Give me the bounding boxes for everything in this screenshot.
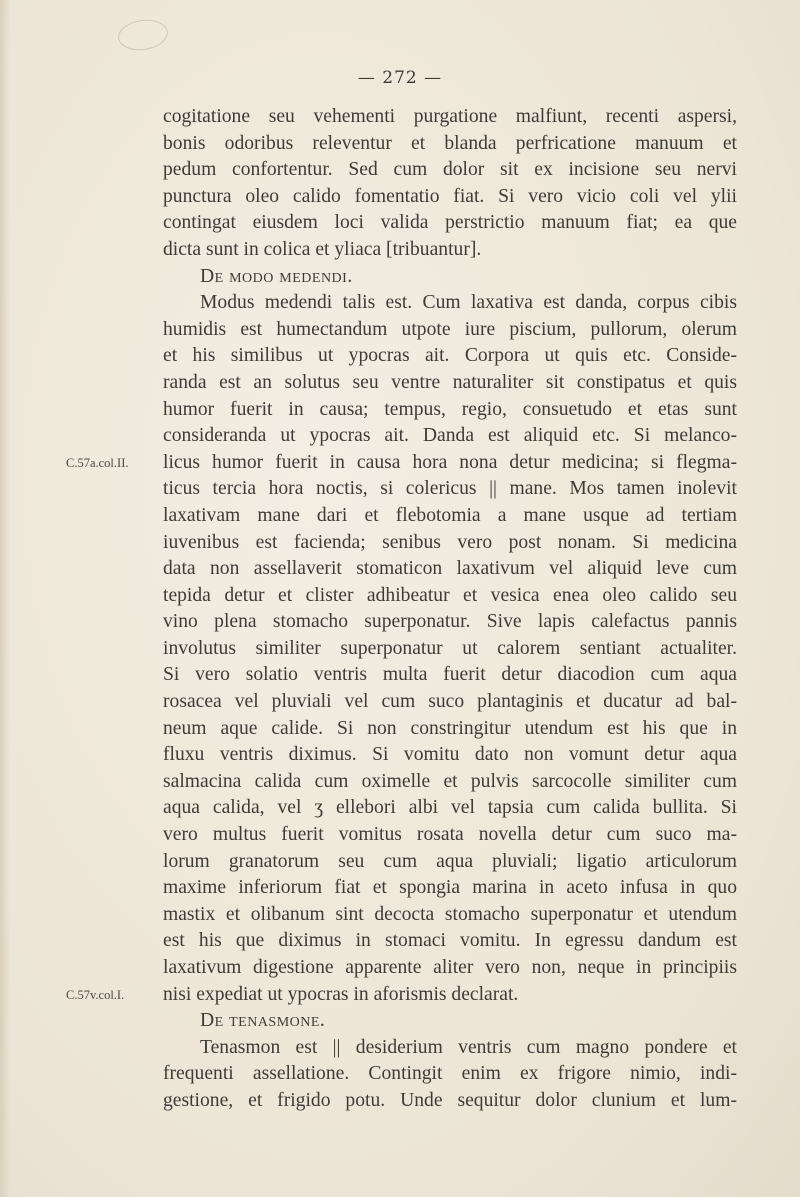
text-line: humor fuerit in causa; tempus, regio, consuetudo et etas sunt — [163, 398, 737, 420]
text-line: frequenti assellatione. Contingit enim ex frigore nimio, indi- — [163, 1063, 737, 1085]
section-heading: De modo medendi. — [200, 265, 353, 287]
text-line: fluxu ventris diximus. Si vomitu dato non vomunt detur aqua — [163, 744, 737, 766]
text-line: aqua calida, vel ʒ ellebori albi vel tapsia cum calida bullita. Si — [163, 797, 737, 819]
text-line: Si vero solatio ventris multa fuerit detur diacodion cum aqua — [163, 664, 737, 686]
text-line: est his que diximus in stomaci vomitu. In egressu dandum est — [163, 930, 737, 952]
paper-stain — [116, 17, 170, 54]
page-number: — 272 — — [357, 68, 443, 88]
text-line: vero multus fuerit vomitus rosata novella detur cum suco ma- — [163, 824, 737, 846]
text-line: iuvenibus est facienda; senibus vero post nonam. Si medicina — [163, 531, 737, 553]
text-line: salmacina calida cum oximelle et pulvis sarcocolle similiter cum — [163, 770, 737, 792]
text-line: neum aque calide. Si non constringitur utendum est his que in — [163, 717, 737, 739]
text-line: punctura oleo calido fomentatio fiat. Si vero vicio coli vel ylii — [163, 185, 737, 207]
text-line: dicta sunt in colica et yliaca [tribuantur]. — [163, 238, 482, 260]
text-line: Modus medendi talis est. Cum laxativa est danda, corpus cibis — [200, 292, 737, 314]
text-line: contingat eiusdem loci valida perstrictio manuum fiat; ea que — [163, 212, 737, 234]
text-line: consideranda ut ypocras ait. Danda est aliquid etc. Si melanco- — [163, 425, 737, 447]
text-line: data non assellaverit stomaticon laxativum vel aliquid leve cum — [163, 558, 737, 580]
text-line: vino plena stomacho superponatur. Sive lapis calefactus pannis — [163, 611, 737, 633]
text-line: pedum confortentur. Sed cum dolor sit ex incisione seu nervi — [163, 159, 737, 181]
text-line: humidis est humectandum utpote iure piscium, pullorum, olerum — [163, 318, 737, 340]
text-line: licus humor fuerit in causa hora nona detur medicina; si flegma- — [163, 451, 737, 473]
text-line: mastix et olibanum sint decocta stomacho superponatur et utendum — [163, 903, 737, 925]
text-line: laxativam mane dari et flebotomia a mane usque ad tertiam — [163, 504, 737, 526]
text-line: Tenasmon est || desiderium ventris cum magno pondere et — [200, 1036, 737, 1058]
text-line: cogitatione seu vehementi purgatione malfiunt, recenti aspersi, — [163, 106, 737, 127]
text-line: maxime inferiorum fiat et spongia marina in aceto infusa in quo — [163, 877, 737, 899]
margin-note: C.57v.col.I. — [66, 987, 125, 1002]
text-line: randa est an solutus seu ventre naturaliter sit constipatus et quis — [163, 371, 737, 393]
body-text — [163, 104, 737, 1115]
text-line: bonis odoribus releventur et blanda perfricatione manuum et — [163, 132, 737, 154]
text-line: lorum granatorum seu cum aqua pluviali; ligatio articulorum — [163, 850, 737, 872]
text-line: rosacea vel pluviali vel cum suco plantaginis et ducatur ad bal- — [163, 691, 737, 713]
section-heading: De tenasmone. — [200, 1010, 326, 1032]
text-line: involutus similiter superponatur ut calorem sentiant actualiter. — [163, 637, 737, 659]
text-line: gestione, et frigido potu. Unde sequitur dolor clunium et lum- — [163, 1089, 737, 1111]
page-gutter-shadow — [0, 0, 10, 1197]
text-line: tepida detur et clister adhibeatur et vesica enea oleo calido seu — [163, 584, 737, 606]
text-line: nisi expediat ut ypocras in aforismis declarat. — [163, 983, 519, 1005]
text-line: ticus tercia hora noctis, si colericus || mane. Mos tamen inolevit — [163, 478, 737, 500]
text-line: et his similibus ut ypocras ait. Corpora ut quis etc. Conside- — [163, 345, 737, 367]
text-line: laxativum digestione apparente aliter vero non, neque in principiis — [163, 957, 737, 978]
margin-note: C.57a.col.II. — [66, 455, 129, 470]
